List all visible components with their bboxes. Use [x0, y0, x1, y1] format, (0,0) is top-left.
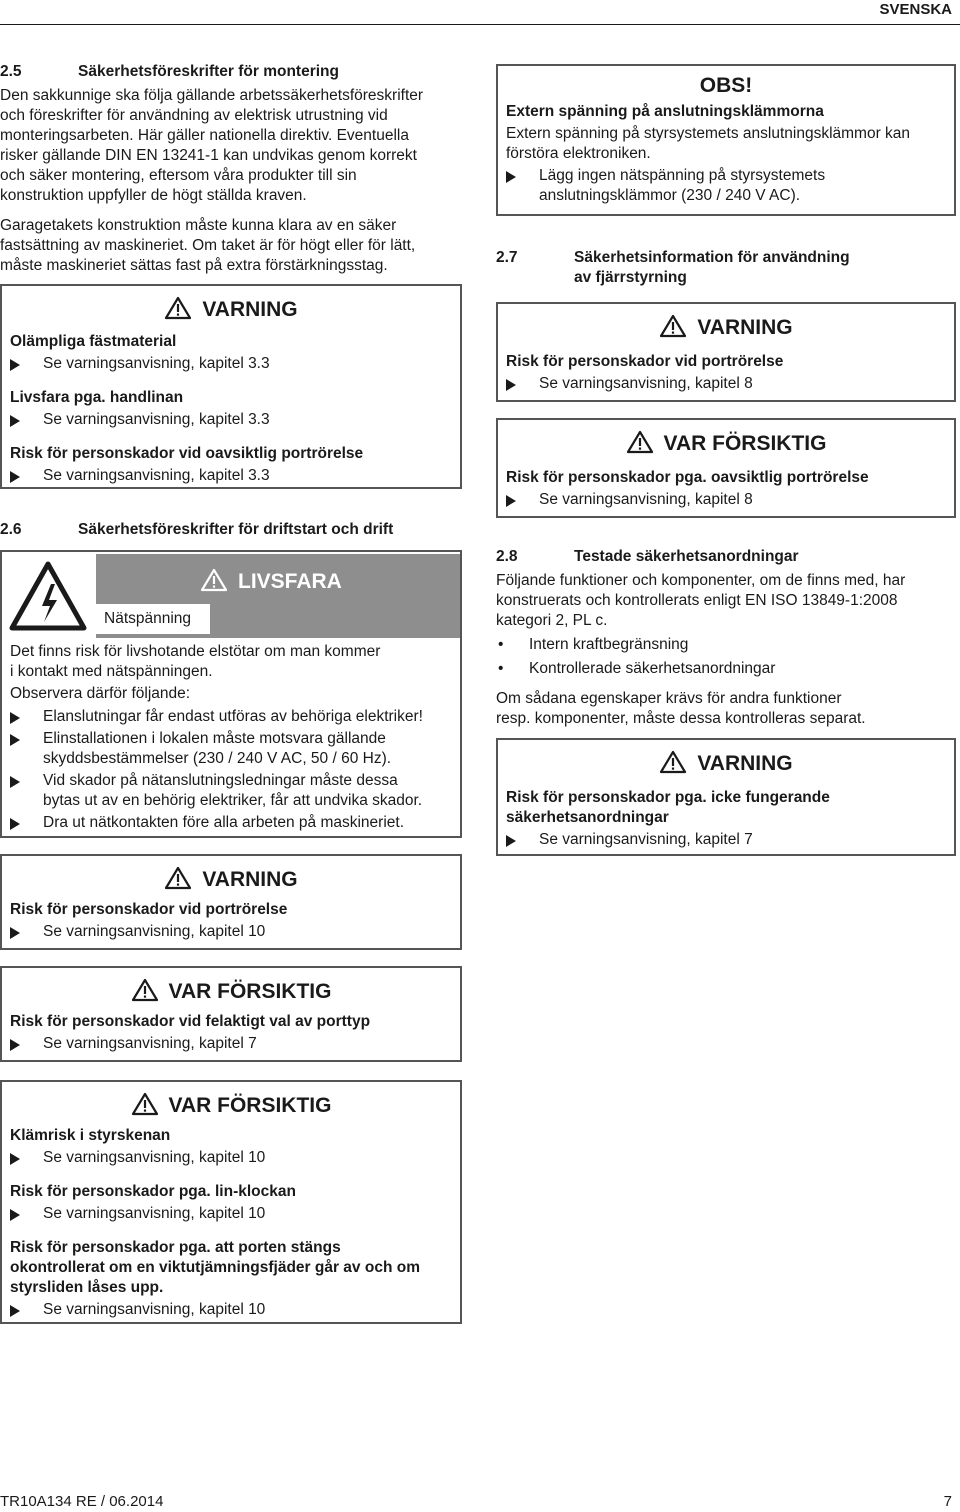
hazard-heading: Risk för personskador vid portrörelse [10, 901, 288, 918]
hazard-heading: Risk för personskador vid oavsiktlig portrörelse [10, 445, 364, 462]
reference-text: Se varningsanvisning, kapitel 8 [539, 375, 753, 392]
caution-box [0, 966, 462, 1062]
instruction-item [10, 729, 456, 769]
section-title: Säkerhetsföreskrifter för montering [78, 63, 339, 80]
box-body [498, 784, 954, 856]
instruction-text: Elinstallationen i lokalen måste motsvara gällande [43, 730, 386, 747]
box-title-text: VAR FÖRSIKTIG [168, 980, 332, 1003]
hazard-heading: Risk för personskador pga. icke fungerande [506, 789, 830, 806]
high-voltage-panel [4, 554, 92, 638]
document-reference: TR10A134 RE / 06.2014 [0, 1493, 164, 1510]
danger-header [96, 554, 460, 638]
box-title [498, 308, 954, 348]
text-line: och föreskrifter för användning av elektrisk utrustning vid [0, 107, 388, 124]
hazard-heading: Olämpliga fästmaterial [10, 333, 177, 350]
text-line: förstöra elektroniken. [506, 145, 651, 162]
caution-box [0, 1080, 462, 1324]
arrow-icon [10, 415, 20, 427]
bullet-icon: • [498, 636, 504, 653]
reference-text: Se varningsanvisning, kapitel 3.3 [43, 467, 270, 484]
reference-item [10, 1204, 452, 1224]
reference-text: Se varningsanvisning, kapitel 3.3 [43, 411, 270, 428]
reference-text: Se varningsanvisning, kapitel 10 [43, 923, 266, 940]
spacer [10, 1168, 452, 1182]
hazard-heading: Livsfara pga. handlinan [10, 389, 184, 406]
warning-triangle-icon [164, 866, 192, 890]
instruction-item [10, 771, 456, 811]
arrow-icon [10, 776, 20, 788]
arrow-icon [506, 835, 516, 847]
text-line: Observera därför följande: [10, 685, 191, 702]
arrow-icon [10, 1039, 20, 1051]
arrow-icon [10, 712, 20, 724]
spacer [10, 430, 452, 444]
arrow-icon [10, 927, 20, 939]
notice-box [496, 64, 956, 216]
box-body [498, 102, 954, 212]
section-heading [496, 248, 956, 288]
warning-box [496, 738, 956, 856]
list-item [496, 635, 956, 655]
hazard-heading: Risk för personskador vid portrörelse [506, 353, 784, 370]
reference-text: Se varningsanvisning, kapitel 7 [43, 1035, 257, 1052]
warning-triangle-icon [131, 1092, 159, 1116]
arrow-icon [506, 379, 516, 391]
box-title: OBS! [699, 74, 753, 97]
section-number: 2.8 [496, 548, 518, 565]
text-line: Den sakkunnige ska följa gällande arbetssäkerhetsföreskrifter [0, 87, 424, 104]
high-voltage-icon [4, 554, 92, 638]
text-line: kategori 2, PL c. [496, 612, 608, 629]
reference-item [506, 490, 946, 510]
warning-box [0, 854, 462, 950]
box-title [2, 972, 460, 1012]
danger-subtitle: Nätspänning [96, 604, 210, 634]
text-line: risker gällande DIN EN 13241-1 kan undvikas genom korrekt [0, 147, 417, 164]
box-body [498, 464, 954, 516]
text-line: måste maskineriet sättas fast på extra förstärkningsstag. [0, 257, 388, 274]
hazard-heading: Klämrisk i styrskenan [10, 1127, 171, 1144]
box-title [2, 1086, 460, 1126]
section-number: 2.6 [0, 521, 22, 538]
arrow-icon [10, 818, 20, 830]
section-2-5 [0, 62, 462, 276]
instruction-text: Elanslutningar får endast utföras av behöriga elektriker! [43, 708, 423, 725]
list-item-text: Kontrollerade säkerhetsanordningar [529, 660, 776, 677]
reference-text: Se varningsanvisning, kapitel 7 [539, 831, 753, 848]
warning-triangle-icon [200, 568, 228, 592]
box-title-text: VARNING [697, 316, 793, 339]
box-body [498, 348, 954, 400]
box-title-text: VARNING [697, 752, 793, 775]
text-line: Följande funktioner och komponenter, om de finns med, har [496, 572, 906, 589]
box-body [2, 1126, 460, 1326]
section-number: 2.5 [0, 63, 22, 80]
box-title [2, 290, 460, 330]
reference-item [10, 1034, 452, 1054]
arrow-icon [10, 734, 20, 746]
section-heading [0, 62, 462, 82]
spacer [10, 374, 452, 388]
page-number: 7 [943, 1493, 952, 1510]
box-body [2, 330, 460, 492]
list-item [496, 659, 956, 679]
hazard-heading: okontrollerat om en viktutjämningsfjäder går av och om [10, 1259, 420, 1276]
section-title: Säkerhetsinformation för användning [574, 249, 850, 266]
warning-box [0, 284, 462, 489]
hazard-heading: Risk för personskador pga. att porten stängs [10, 1239, 341, 1256]
hazard-heading: Risk för personskador pga. lin-klockan [10, 1183, 296, 1200]
paragraph [0, 216, 462, 276]
bullet-list [496, 635, 956, 679]
section-title: Testade säkerhetsanordningar [574, 548, 799, 565]
reference-item [506, 374, 946, 394]
warning-triangle-icon [659, 750, 687, 774]
instruction-text: Lägg ingen nätspänning på styrsystemets [539, 167, 826, 184]
box-title-text: VAR FÖRSIKTIG [168, 1094, 332, 1117]
box-title-text: VARNING [202, 868, 298, 891]
hazard-heading: säkerhetsanordningar [506, 809, 669, 826]
caution-box [496, 418, 956, 518]
box-title [200, 568, 342, 592]
reference-text: Se varningsanvisning, kapitel 10 [43, 1301, 266, 1318]
spacer [10, 1224, 452, 1238]
text-line: Det finns risk för livshotande elstötar om man kommer [10, 643, 381, 660]
arrow-icon [10, 1209, 20, 1221]
text-line: resp. komponenter, måste dessa kontrolleras separat. [496, 710, 866, 727]
box-title [2, 860, 460, 900]
reference-item [10, 1148, 452, 1168]
instruction-text: Dra ut nätkontakten före alla arbeten på maskineriet. [43, 814, 405, 831]
text-line: monteringsarbeten. Här gäller nationella direktiv. Eventuella [0, 127, 409, 144]
section-2-8 [496, 547, 956, 729]
instruction-text: bytas ut av en behörig elektriker, får att undvika skador. [43, 792, 423, 809]
instruction-item [10, 707, 456, 727]
instruction-item [506, 166, 946, 206]
box-title-text: VAR FÖRSIKTIG [663, 432, 827, 455]
reference-item [10, 410, 452, 430]
hazard-heading: styrsliden låses upp. [10, 1279, 164, 1296]
reference-item [10, 922, 452, 942]
reference-item [10, 1300, 452, 1320]
hazard-heading: Risk för personskador vid felaktigt val av porttyp [10, 1013, 371, 1030]
paragraph [496, 571, 956, 631]
instruction-text: skyddsbestämmelser (230 / 240 V AC, 50 / 60 Hz). [43, 750, 392, 767]
reference-item [506, 830, 946, 850]
text-line: Garagetakets konstruktion måste kunna klara av en säker [0, 217, 397, 234]
reference-item [10, 354, 452, 374]
warning-triangle-icon [659, 314, 687, 338]
hazard-heading: Risk för personskador pga. oavsiktlig portrörelse [506, 469, 869, 486]
warning-triangle-icon [626, 430, 654, 454]
box-body [2, 1012, 460, 1060]
text-line: och säker montering, eftersom våra produkter till sin [0, 167, 357, 184]
text-line: fastsättning av maskineriet. Om taket är för högt eller för lätt, [0, 237, 416, 254]
arrow-icon [10, 471, 20, 483]
paragraph [0, 86, 462, 206]
text-line: i kontakt med nätspänningen. [10, 663, 213, 680]
reference-text: Se varningsanvisning, kapitel 10 [43, 1149, 266, 1166]
instruction-item [10, 813, 456, 833]
reference-text: Se varningsanvisning, kapitel 10 [43, 1205, 266, 1222]
warning-triangle-icon [131, 978, 159, 1002]
box-body [10, 642, 456, 833]
list-item-text: Intern kraftbegränsning [529, 636, 689, 653]
box-title-text: LIVSFARA [238, 570, 342, 593]
instruction-text: Vid skador på nätanslutningsledningar måste dessa [43, 772, 398, 789]
warning-box [496, 302, 956, 402]
section-title: Säkerhetsföreskrifter för driftstart och drift [78, 521, 394, 538]
box-title-text: VARNING [202, 298, 298, 321]
instruction-text: anslutningsklämmor (230 / 240 V AC). [539, 187, 801, 204]
section-number: 2.7 [496, 249, 518, 266]
header-rule [0, 24, 960, 25]
reference-item [10, 466, 452, 486]
bullet-icon: • [498, 660, 504, 677]
arrow-icon [506, 495, 516, 507]
reference-text: Se varningsanvisning, kapitel 3.3 [43, 355, 270, 372]
section-title: av fjärrstyrning [574, 269, 687, 286]
paragraph [496, 689, 956, 729]
box-body [2, 900, 460, 948]
text-line: konstruktion uppfyller de högt ställda kraven. [0, 187, 307, 204]
text-line: Om sådana egenskaper krävs för andra funktioner [496, 690, 842, 707]
section-heading [496, 547, 956, 567]
danger-box [0, 550, 462, 838]
warning-triangle-icon [164, 296, 192, 320]
box-title [498, 424, 954, 464]
arrow-icon [10, 359, 20, 371]
language-label: SVENSKA [879, 1, 952, 18]
box-title [498, 744, 954, 784]
section-heading [0, 520, 393, 540]
arrow-icon [506, 171, 516, 183]
reference-text: Se varningsanvisning, kapitel 8 [539, 491, 753, 508]
text-line: Extern spänning på styrsystemets anslutningsklämmor kan [506, 125, 911, 142]
arrow-icon [10, 1305, 20, 1317]
arrow-icon [10, 1153, 20, 1165]
text-line: konstruerats och kontrollerats enligt EN ISO 13849-1:2008 [496, 592, 898, 609]
hazard-heading: Extern spänning på anslutningsklämmorna [506, 103, 824, 120]
